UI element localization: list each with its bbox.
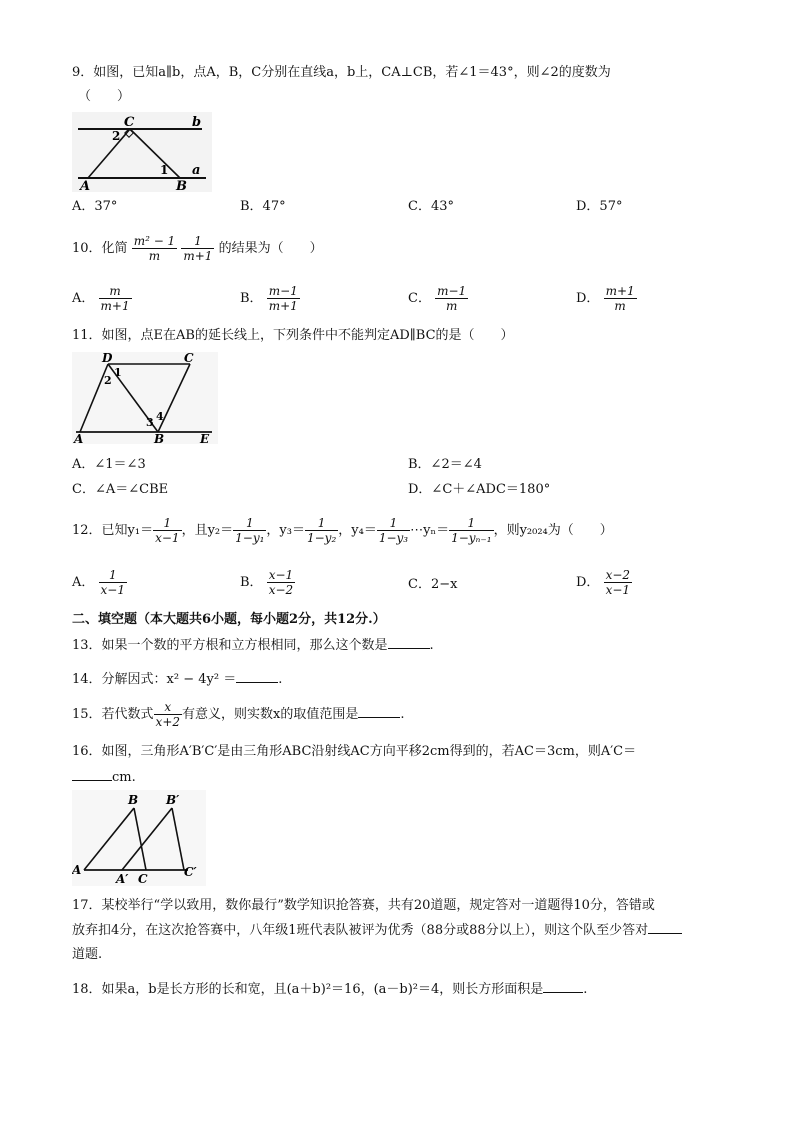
q11-fig-label-3: 3 xyxy=(146,416,154,429)
q10-option-c-label: C． xyxy=(408,291,431,306)
q12-text-4: ，y₄＝ xyxy=(338,523,377,538)
q12-option-b-num: x−1 xyxy=(268,568,294,582)
q10-option-a-label: A． xyxy=(72,291,95,306)
q11-fig-label-E: E xyxy=(200,432,210,444)
q13-answer-blank[interactable] xyxy=(388,636,430,649)
q16-fig-label-B-prime: B′ xyxy=(166,793,180,807)
q12-option-a-num: 1 xyxy=(99,568,127,583)
q10-option-b[interactable] xyxy=(240,284,300,313)
q12-option-d-label: D． xyxy=(576,575,600,590)
q16-fig-label-C: C xyxy=(138,872,148,886)
q14 xyxy=(72,670,282,689)
q10-option-b-den: m+1 xyxy=(268,299,298,313)
q9-fig-label-C: C xyxy=(124,115,135,130)
q18-text: 18．如果a，b是长方形的长和宽，且(a＋b)²＝16，(a－b)²＝4，则长方形面积是 xyxy=(72,982,544,997)
q11-fig-label-A: A xyxy=(74,432,84,444)
q12-text-1: 12．已知y₁＝ xyxy=(72,523,154,538)
q16-line1: 16．如图，三角形A′B′C′是由三角形ABC沿射线AC方向平移2cm得到的，若AC＝3cm，则A′C＝ xyxy=(72,744,637,759)
q10-f2-num: 1 xyxy=(181,234,214,249)
q12-f4-num: 1 xyxy=(377,516,410,531)
q12-option-a-den: x−1 xyxy=(100,583,125,597)
q12-f2-num: 1 xyxy=(233,516,266,531)
q14-end: . xyxy=(278,672,283,687)
q15-num: x xyxy=(154,700,182,715)
q10-f1-num: m² − 1 xyxy=(133,234,176,248)
q16-answer-blank[interactable] xyxy=(72,768,112,781)
q10-fraction-1 xyxy=(132,234,178,263)
q14-text: 14．分解因式：x² − 4y² ＝ xyxy=(72,672,237,687)
q17-line1: 17．某校举行“学以致用，数你最行”数学知识抢答赛，共有20道题，规定答对一道题得10分，答错或 xyxy=(72,898,655,913)
q10-option-c-den: m xyxy=(445,299,458,313)
q10-stem xyxy=(72,234,323,263)
q12-stem xyxy=(72,516,613,545)
q15-end: . xyxy=(400,707,405,722)
q9-fig-label-A: A xyxy=(80,179,91,192)
q12-option-c-text: 2−x xyxy=(430,577,458,592)
q9-fig-label-a: a xyxy=(192,163,201,178)
q9-figure xyxy=(72,112,212,192)
q12-option-d[interactable] xyxy=(576,568,632,597)
q14-answer-blank[interactable] xyxy=(236,670,278,683)
q13-text: 13．如果一个数的平方根和立方根相同，那么这个数是 xyxy=(72,638,388,653)
q12-option-a-label: A． xyxy=(72,575,95,590)
q12-option-d-den: x−1 xyxy=(605,583,631,597)
q12-option-d-num: x−2 xyxy=(605,568,631,582)
q10-fraction-2 xyxy=(181,234,214,263)
q10-option-d-den: m xyxy=(614,299,626,313)
q11-figure xyxy=(72,352,218,444)
q10-option-b-num: m−1 xyxy=(268,284,298,298)
q15 xyxy=(72,700,405,729)
section-fill-in-title: 二、填空题（本大题共6小题，每小题2分，共12分.） xyxy=(72,612,386,627)
q18-answer-blank[interactable] xyxy=(543,980,583,993)
q10-prefix: 10．化简 xyxy=(72,241,128,256)
q10-option-d[interactable] xyxy=(576,284,637,313)
q12-option-c[interactable] xyxy=(408,576,457,594)
q12-f1-den: x−1 xyxy=(155,531,180,545)
q11-option-a[interactable]: A．∠1＝∠3 xyxy=(72,457,146,472)
q11-option-b[interactable]: B．∠2＝∠4 xyxy=(408,457,482,472)
q12-f3-den: 1−y₂ xyxy=(306,531,337,545)
q9-paren: （ ） xyxy=(78,89,131,104)
q9-option-a[interactable]: A．37° xyxy=(72,199,118,214)
q9-stem: 9．如图，已知a∥b，点A，B，C分别在直线a，b上，CA⊥CB，若∠1＝43°，则∠2的度数为 xyxy=(72,65,611,80)
q18-end: . xyxy=(583,982,588,997)
q11-option-c[interactable]: C．∠A＝∠CBE xyxy=(72,482,169,497)
q17-line2-text: 放弃扣4分，在这次抢答赛中，八年级1班代表队被评为优秀（88分或88分以上），则这个队至少答对 xyxy=(72,923,649,938)
q11-option-d[interactable]: D．∠C＋∠ADC＝180° xyxy=(408,482,551,497)
q16-line2 xyxy=(72,768,136,787)
q9-fig-label-2: 2 xyxy=(112,129,121,143)
q15-prefix: 15．若代数式 xyxy=(72,707,154,722)
q12-text-2: ，且y₂＝ xyxy=(181,523,234,538)
q12-option-c-label: C． xyxy=(408,577,431,592)
q11-fig-label-C: C xyxy=(184,352,194,365)
q11-fig-label-D: D xyxy=(102,352,113,365)
q9-option-b[interactable]: B．47° xyxy=(240,199,286,214)
q11-stem: 11．如图，点E在AB的延长线上，下列条件中不能判定AD∥BC的是（ ） xyxy=(72,328,514,343)
q12-f5-num: 1 xyxy=(449,516,493,531)
q10-option-d-label: D． xyxy=(576,291,600,306)
q10-option-a-num: m xyxy=(99,284,132,299)
q17-line3: 道题. xyxy=(72,947,103,962)
q16-fig-label-C-prime: C′ xyxy=(184,865,197,879)
q17-answer-blank[interactable] xyxy=(648,921,682,934)
q12-option-b[interactable] xyxy=(240,568,295,597)
q12-option-b-den: x−2 xyxy=(268,583,294,597)
q9-fig-label-1: 1 xyxy=(160,163,169,177)
q15-suffix: 有意义，则实数x的取值范围是 xyxy=(182,707,359,722)
q9-fig-label-b: b xyxy=(192,115,202,130)
q16-figure xyxy=(72,790,206,886)
q13-end: . xyxy=(429,638,434,653)
q10-option-a-den: m+1 xyxy=(100,299,130,313)
q16-line2-end: cm. xyxy=(112,770,136,785)
q10-f2-den: m+1 xyxy=(183,249,213,263)
q12-f3-num: 1 xyxy=(305,516,338,531)
q11-fig-label-B: B xyxy=(154,432,165,444)
q9-option-c[interactable]: C．43° xyxy=(408,199,454,214)
q10-option-d-num: m+1 xyxy=(605,284,635,298)
q13 xyxy=(72,636,434,655)
q10-suffix: 的结果为（ ） xyxy=(218,241,323,256)
q12-text-5: ⋯yₙ＝ xyxy=(410,523,450,538)
q12-f5-den: 1−yₙ₋₁ xyxy=(451,531,492,545)
q17-line2 xyxy=(72,921,682,940)
q11-fig-label-1: 1 xyxy=(114,366,122,379)
q10-option-a[interactable] xyxy=(72,284,132,313)
q15-answer-blank[interactable] xyxy=(358,705,400,718)
q12-option-a[interactable] xyxy=(72,568,127,597)
q11-fig-label-4: 4 xyxy=(156,410,164,423)
q9-fig-label-B: B xyxy=(176,179,187,192)
q12-option-b-label: B． xyxy=(240,575,263,590)
q12-f4-den: 1−y₃ xyxy=(378,531,409,545)
q11-fig-label-2: 2 xyxy=(104,374,112,387)
q10-option-c-num: m−1 xyxy=(437,284,467,298)
q9-option-d[interactable]: D．57° xyxy=(576,199,623,214)
q16-fig-label-A-prime: A′ xyxy=(116,872,129,886)
q16-fig-label-B: B xyxy=(128,793,139,807)
q12-text-6: ，则y₂₀₂₄为（ ） xyxy=(493,523,613,538)
q12-f2-den: 1−y₁ xyxy=(235,531,265,545)
q10-option-b-label: B． xyxy=(240,291,263,306)
q16-fig-label-A: A xyxy=(72,863,82,877)
q10-f1-den: m xyxy=(148,249,161,263)
q15-den: x+2 xyxy=(155,715,181,729)
q12-f1-num: 1 xyxy=(153,516,181,531)
q10-option-c[interactable] xyxy=(408,284,468,313)
q12-text-3: ，y₃＝ xyxy=(266,523,305,538)
q18 xyxy=(72,980,587,999)
